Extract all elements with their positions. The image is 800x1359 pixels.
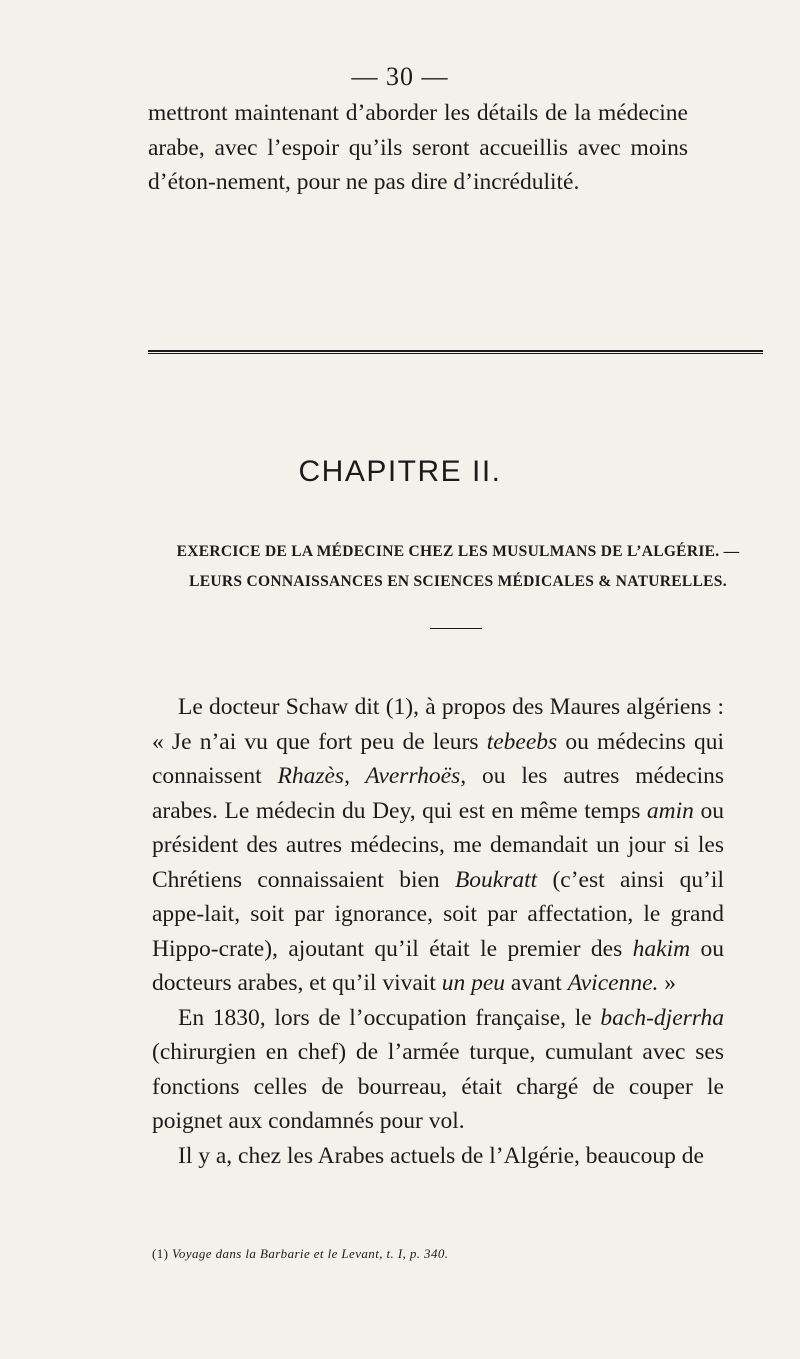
italic-term: hakim — [632, 935, 691, 962]
paragraph-1830 — [152, 1001, 724, 1139]
section-divider — [430, 628, 482, 629]
text-run: Le docteur Schaw dit (1), à propos des Maures algériens : « Je n’ai vu que fort peu de leurs — [152, 694, 724, 755]
page-number: — 30 — — [351, 62, 449, 91]
intro-paragraph: mettront maintenant d’aborder les détails de la médecine arabe, avec l’espoir qu’ils seront accueillis avec moins d’éton-nement, pour ne pas dire d’incrédulité. — [148, 100, 688, 195]
text-run: ou les autres médecins arabes. Le médecin du Dey, qui est en même temps — [152, 763, 725, 824]
italic-term: Boukratt — [454, 866, 538, 893]
italic-term: tebeebs — [486, 728, 558, 755]
chapter-subtitle: EXERCICE DE LA MÉDECINE CHEZ LES MUSULMANS DE L’ALGÉRIE. — LEURS CONNAISSANCES EN SCIENCES MÉDICALES & NATURELLES. — [176, 543, 740, 590]
text-run: (c’est ainsi qu’il appe-lait, soit par ignorance, soit par affectation, le grand Hippo-crate), ajoutant qu’il était le premier des — [152, 866, 724, 962]
text-run: ou médecins qui connaissent — [152, 728, 725, 789]
chapter-rule — [148, 350, 763, 354]
footnote-text: Voyage dans la Barbarie et le Levant, t. I, p. 340. — [172, 1246, 449, 1261]
text-run: (chirurgien en chef) de l’armée turque, cumulant avec ses fonctions celles de bourreau, était chargé de couper le poignet aux condamnés pour vol. — [152, 1039, 724, 1134]
chapter-title: CHAPITRE II. — [298, 455, 502, 488]
italic-term: un peu — [441, 970, 506, 996]
footnote — [152, 1246, 724, 1262]
text-run: ou président des autres médecins, me demandait un jour si les Chrétiens connaissaient bien — [152, 797, 724, 893]
italic-term: amin — [646, 797, 694, 824]
italic-term: Rhazès, Averrhoës, — [277, 763, 467, 789]
footnote-number: (1) — [152, 1246, 169, 1261]
paragraph-schaw — [152, 690, 724, 1001]
text-run: avant — [505, 970, 568, 996]
body-text — [152, 690, 724, 1173]
paragraph-arabes: Il y a, chez les Arabes actuels de l’Algérie, beaucoup de — [178, 1142, 704, 1169]
text-run: » — [658, 970, 676, 996]
text-run: En 1830, lors de l’occupation française, le — [178, 1004, 601, 1031]
italic-term: Avicenne. — [567, 970, 659, 996]
text-run: ou docteurs arabes, et qu’il vivait — [152, 935, 724, 996]
italic-term: bach-djerrha — [600, 1004, 724, 1031]
